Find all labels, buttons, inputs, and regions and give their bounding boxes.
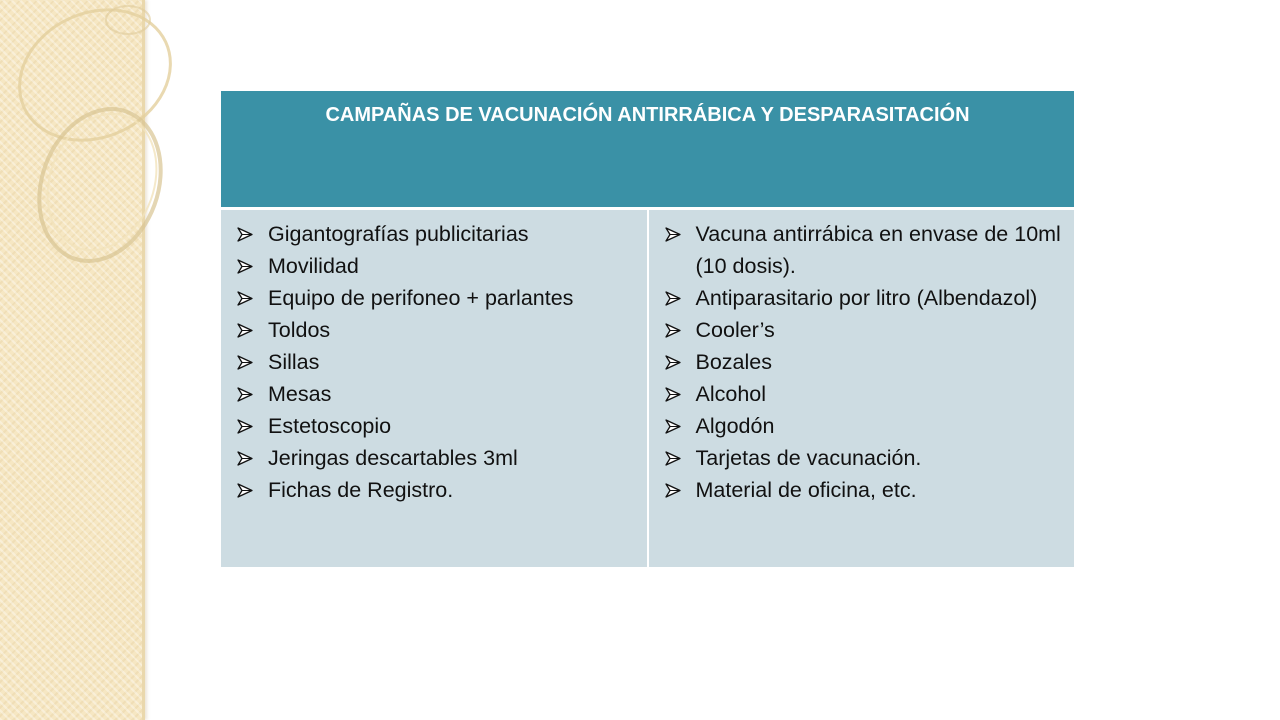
arrow-bullet-icon (237, 291, 253, 306)
list-item (235, 218, 637, 250)
list-item-text: Toldos (268, 318, 331, 342)
arrow-bullet-icon (665, 355, 681, 370)
decorative-side-band (0, 0, 145, 720)
table-header: CAMPAÑAS DE VACUNACIÓN ANTIRRÁBICA Y DESPARASITACIÓN (221, 91, 1074, 209)
arrow-bullet-icon (665, 387, 681, 402)
list-item-text: Sillas (268, 350, 320, 374)
list-item (663, 474, 1065, 506)
list-item (235, 314, 637, 346)
arrow-bullet-icon (665, 483, 681, 498)
arrow-bullet-icon (237, 451, 253, 466)
list-item (663, 314, 1065, 346)
list-item-text: Cooler’s (695, 318, 775, 342)
list-item-text: Gigantografías publicitarias (268, 222, 529, 246)
list-item-text: Antiparasitario por litro (Albendazol) (695, 286, 1038, 310)
left-column-cell (221, 209, 648, 567)
list-item (663, 346, 1065, 378)
list-item (235, 346, 637, 378)
campaign-table (221, 91, 1074, 567)
list-item (663, 442, 1065, 474)
list-item (663, 282, 1065, 314)
list-item-text: Estetoscopio (268, 414, 392, 438)
list-item (235, 250, 637, 282)
list-item (235, 474, 637, 506)
list-item-text: Bozales (695, 350, 772, 374)
list-item (663, 218, 1065, 282)
list-item-text: Jeringas descartables 3ml (268, 446, 518, 470)
arrow-bullet-icon (665, 419, 681, 434)
arrow-bullet-icon (237, 227, 253, 242)
list-item-text: Tarjetas de vacunación. (695, 446, 922, 470)
list-item (235, 378, 637, 410)
list-item (663, 378, 1065, 410)
list-item (235, 282, 637, 314)
list-item-text: Vacuna antirrábica en envase de 10ml (10 dosis). (695, 222, 1061, 278)
arrow-bullet-icon (237, 483, 253, 498)
list-item-text: Material de oficina, etc. (695, 478, 917, 502)
list-item-text: Mesas (268, 382, 332, 406)
arrow-bullet-icon (665, 227, 681, 242)
list-item-text: Algodón (695, 414, 775, 438)
right-items-list (663, 218, 1065, 506)
list-item (235, 410, 637, 442)
arrow-bullet-icon (237, 387, 253, 402)
arrow-bullet-icon (237, 323, 253, 338)
arrow-bullet-icon (237, 259, 253, 274)
list-item-text: Equipo de perifoneo + parlantes (268, 286, 574, 310)
arrow-bullet-icon (665, 323, 681, 338)
left-items-list (235, 218, 637, 506)
arrow-bullet-icon (665, 291, 681, 306)
list-item-text: Alcohol (695, 382, 767, 406)
arrow-bullet-icon (665, 451, 681, 466)
list-item-text: Movilidad (268, 254, 359, 278)
list-item-text: Fichas de Registro. (268, 478, 454, 502)
right-column-cell (648, 209, 1075, 567)
list-item (235, 442, 637, 474)
arrow-bullet-icon (237, 355, 253, 370)
arrow-bullet-icon (237, 419, 253, 434)
list-item (663, 410, 1065, 442)
